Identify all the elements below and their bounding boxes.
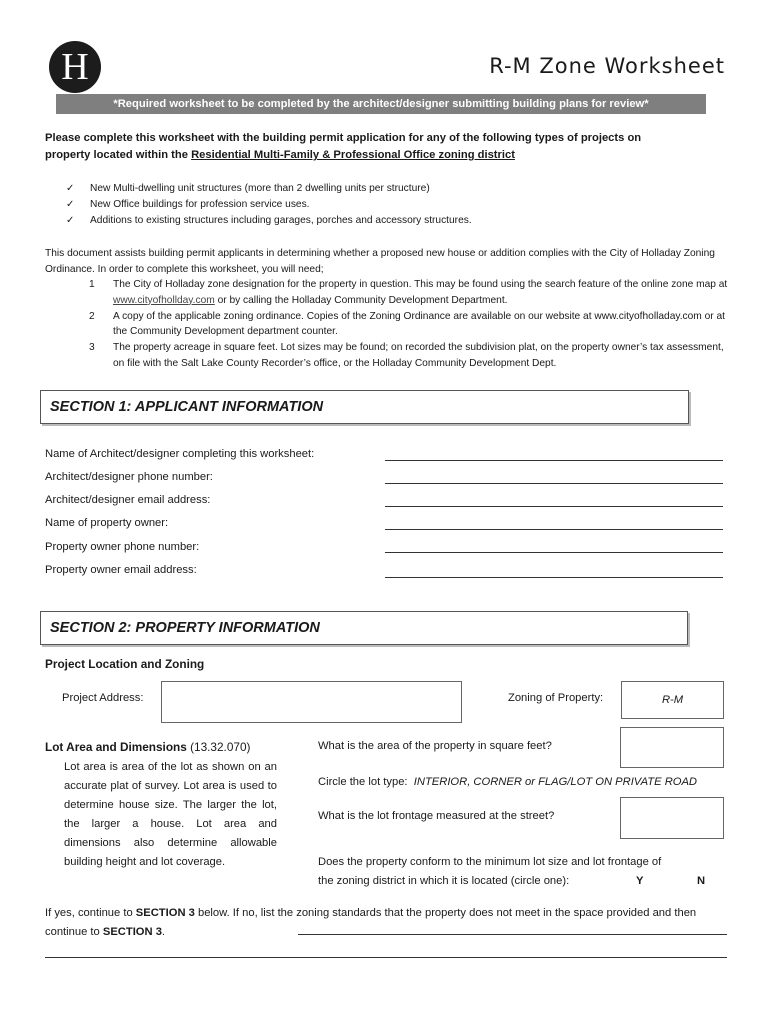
checklist-item [66,181,472,197]
area-input[interactable] [620,727,724,768]
checklist-text: Additions to existing structures including garages, porches and accessory structures. [90,215,472,226]
architect-phone-field[interactable] [385,483,723,484]
architect-phone-label: Architect/designer phone number: [45,471,213,483]
project-type-checklist [66,181,472,229]
zone-map-link[interactable]: www.cityofhollday.com [113,294,215,306]
required-banner: *Required worksheet to be completed by the architect/designer submitting building plans for review* [56,94,706,114]
architect-email-label: Architect/designer email address: [45,494,211,506]
zoning-value-box[interactable] [621,681,724,719]
logo-letter: H [61,46,89,88]
list-text: The property acreage in square feet. Lot sizes may be found; on recorded the subdivision plat, on the property owner’s tax assessment, on file with the Salt Lake County Recorder’s office, or the Holladay Community Development Dept. [113,342,724,369]
lot-area-code: (13.32.070) [186,740,251,754]
lot-area-heading-title: Lot Area and Dimensions [45,740,187,754]
checklist-text: New Office buildings for profession service uses. [90,199,310,210]
area-question: What is the area of the property in square feet? [318,740,552,752]
project-location-heading: Project Location and Zoning [45,657,205,671]
owner-phone-field[interactable] [385,552,723,553]
assist-paragraph: This document assists building permit applicants in determining whether a proposed new house or addition complies with the City of Holladay Zoning Ordinance. In order to complete this worksheet, you will need; [45,248,715,275]
list-item [89,340,729,372]
conform-question-line-2: the zoning district in which it is located (circle one): [318,875,570,887]
list-text [113,277,729,309]
owner-email-field[interactable] [385,577,723,578]
project-address-label: Project Address: [62,692,144,704]
architect-email-field[interactable] [385,506,723,507]
checklist-item [66,197,472,213]
project-address-input[interactable] [161,681,462,723]
list-text-b: or by calling the Holladay Community Development Department. [214,294,508,306]
intro-line-1: Please complete this worksheet with the building permit application for any of the following types of projects on [45,132,642,144]
list-item [89,309,729,341]
footer-instructions [45,904,735,942]
checklist-text: New Multi-dwelling unit structures (more than 2 dwelling units per structure) [90,183,430,194]
frontage-question: What is the lot frontage measured at the street? [318,810,555,822]
footer-section-ref: SECTION 3 [135,907,195,919]
lot-type-label: Circle the lot type: [318,776,408,788]
frontage-input[interactable] [620,797,724,839]
zoning-district-name: Residential Multi-Family & Professional Office zoning district [191,149,515,161]
owner-name-field[interactable] [385,529,723,530]
check-icon: ✓ [66,215,75,226]
holladay-logo [49,41,101,93]
section-2-header: SECTION 2: PROPERTY INFORMATION [40,611,688,645]
list-number: 2 [89,310,95,322]
footer-section-ref: SECTION 3 [102,926,162,938]
footer-text-1: If yes, continue to [45,907,136,919]
lot-area-heading [45,740,250,754]
intro-text [45,130,725,164]
checklist-item [66,213,472,229]
footer-text-2: below. If no, list the zoning standards that the property does not meet in the space provided and then continue to [45,907,697,938]
owner-email-label: Property owner email address: [45,564,197,576]
requirements-list [89,277,729,372]
intro-line-2 [45,147,725,164]
nonconformance-line-2[interactable] [45,957,727,958]
architect-name-label: Name of Architect/designer completing this worksheet: [45,448,315,460]
document-title: R-M Zone Worksheet [489,54,725,78]
lot-type-question [318,776,697,788]
check-icon: ✓ [66,183,75,194]
list-text-a: The City of Holladay zone designation for the property in question. This may be found using the search feature of the online zone map at [113,279,728,290]
lot-type-options[interactable]: INTERIOR, CORNER or FLAG/LOT ON PRIVATE ROAD [413,776,698,788]
list-item [89,277,729,309]
zoning-label: Zoning of Property: [508,692,604,704]
conform-no-option[interactable]: N [697,875,706,887]
lot-area-description: Lot area is area of the lot as shown on an accurate plat of survey. Lot area is used to determine house size. The larger the lot, the larger a house. Lot area and dimensions also determine allowable building height and lot coverage. [64,761,277,868]
section-1-header: SECTION 1: APPLICANT INFORMATION [40,390,689,424]
owner-phone-label: Property owner phone number: [45,541,200,553]
nonconformance-line-1[interactable] [298,934,727,935]
conform-question-line-1: Does the property conform to the minimum lot size and lot frontage of [318,856,662,868]
list-text: A copy of the applicable zoning ordinance. Copies of the Zoning Ordinance are available on our website at www.cityofholladay.com or at the Community Development department counter. [113,310,725,338]
intro-line-2-prefix: property located within the [45,149,192,161]
architect-name-field[interactable] [385,460,723,461]
list-number: 3 [89,342,95,354]
check-icon: ✓ [66,199,75,210]
owner-name-label: Name of property owner: [45,517,169,529]
footer-text-3: . [161,926,166,938]
conform-yes-option[interactable]: Y [636,875,644,887]
zoning-value: R-M [661,694,684,706]
list-number: 1 [89,279,95,290]
